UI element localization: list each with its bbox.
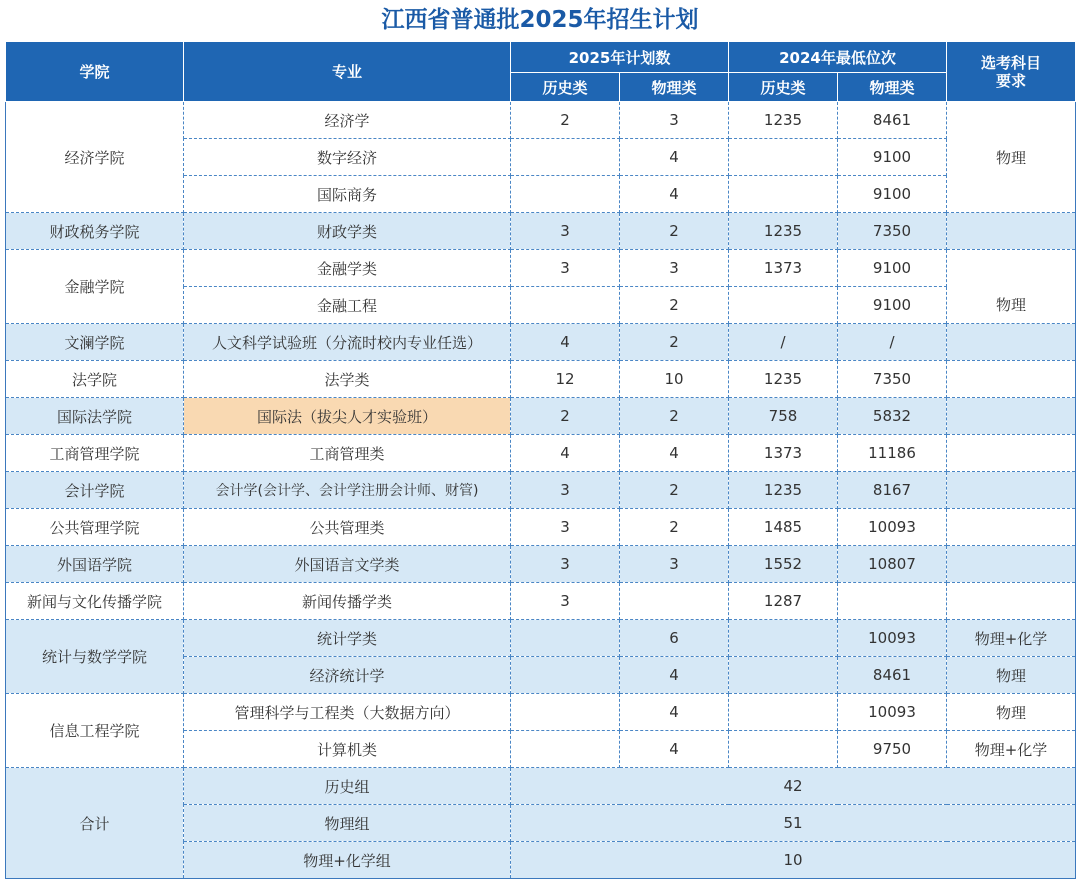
college-cell: 信息工程学院	[6, 694, 184, 768]
subject-requirement-cell	[947, 398, 1076, 435]
plan-history-cell: 3	[511, 472, 620, 509]
major-cell-highlighted: 国际法（拔尖人才实验班）	[184, 398, 511, 435]
rank-history-cell: 1287	[729, 583, 838, 620]
table-row	[6, 694, 1076, 731]
college-cell: 法学院	[6, 361, 184, 398]
plan-physics-cell: 3	[620, 250, 729, 287]
rank-physics-cell: 9100	[838, 250, 947, 287]
table-row	[6, 546, 1076, 583]
major-cell: 外国语言文学类	[184, 546, 511, 583]
rank-physics-cell: 8167	[838, 472, 947, 509]
total-row	[6, 768, 1076, 805]
rank-physics-cell: /	[838, 324, 947, 361]
header-plan-history: 历史类	[511, 73, 620, 102]
plan-history-cell: 4	[511, 435, 620, 472]
plan-history-cell	[511, 731, 620, 768]
major-cell: 金融工程	[184, 287, 511, 324]
total-group-value: 42	[511, 768, 1076, 805]
college-cell: 新闻与文化传播学院	[6, 583, 184, 620]
plan-physics-cell: 4	[620, 435, 729, 472]
plan-history-cell: 2	[511, 102, 620, 139]
table-row	[6, 435, 1076, 472]
rank-history-cell: 758	[729, 398, 838, 435]
total-label-cell: 合计	[6, 768, 184, 879]
plan-physics-cell: 3	[620, 546, 729, 583]
rank-physics-cell: 11186	[838, 435, 947, 472]
table-row	[6, 509, 1076, 546]
plan-history-cell	[511, 139, 620, 176]
rank-history-cell: 1235	[729, 472, 838, 509]
plan-physics-cell: 2	[620, 324, 729, 361]
header-rank-physics: 物理类	[838, 73, 947, 102]
subject-requirement-cell: 物理	[947, 250, 1076, 324]
major-cell: 计算机类	[184, 731, 511, 768]
rank-history-cell: 1552	[729, 546, 838, 583]
table-row	[6, 583, 1076, 620]
college-cell: 工商管理学院	[6, 435, 184, 472]
header-college: 学院	[6, 42, 184, 102]
rank-history-cell: 1235	[729, 361, 838, 398]
major-cell: 会计学(会计学、会计学注册会计师、财管)	[184, 472, 511, 509]
college-cell: 会计学院	[6, 472, 184, 509]
rank-physics-cell: 5832	[838, 398, 947, 435]
subject-requirement-cell	[947, 435, 1076, 472]
college-cell: 经济学院	[6, 102, 184, 213]
total-group-name: 历史组	[184, 768, 511, 805]
header-major: 专业	[184, 42, 511, 102]
subject-requirement-cell: 物理	[947, 657, 1076, 694]
table-row	[6, 102, 1076, 139]
rank-physics-cell	[838, 583, 947, 620]
table-row	[6, 620, 1076, 657]
table-row	[6, 361, 1076, 398]
page-title: 江西省普通批2025年招生计划	[381, 7, 699, 33]
plan-history-cell: 2	[511, 398, 620, 435]
plan-history-cell	[511, 620, 620, 657]
plan-physics-cell	[620, 583, 729, 620]
rank-physics-cell: 7350	[838, 361, 947, 398]
plan-physics-cell: 4	[620, 731, 729, 768]
plan-physics-cell: 3	[620, 102, 729, 139]
major-cell: 法学类	[184, 361, 511, 398]
subject-requirement-cell: 物理	[947, 694, 1076, 731]
major-cell: 统计学类	[184, 620, 511, 657]
rank-history-cell	[729, 731, 838, 768]
rank-physics-cell: 9100	[838, 139, 947, 176]
plan-physics-cell: 6	[620, 620, 729, 657]
plan-history-cell: 3	[511, 250, 620, 287]
subject-requirement-cell	[947, 509, 1076, 546]
rank-history-cell	[729, 657, 838, 694]
college-cell: 国际法学院	[6, 398, 184, 435]
total-group-value: 51	[511, 805, 1076, 842]
college-cell: 统计与数学学院	[6, 620, 184, 694]
major-cell: 经济统计学	[184, 657, 511, 694]
plan-history-cell	[511, 694, 620, 731]
plan-history-cell	[511, 287, 620, 324]
plan-physics-cell: 4	[620, 139, 729, 176]
plan-history-cell: 3	[511, 213, 620, 250]
major-cell: 金融学类	[184, 250, 511, 287]
major-cell: 财政学类	[184, 213, 511, 250]
subject-requirement-cell	[947, 213, 1076, 250]
subject-requirement-cell	[947, 583, 1076, 620]
subject-requirement-cell	[947, 361, 1076, 398]
rank-history-cell	[729, 694, 838, 731]
total-group-name: 物理+化学组	[184, 842, 511, 879]
rank-physics-cell: 10093	[838, 509, 947, 546]
plan-history-cell: 3	[511, 509, 620, 546]
plan-history-cell: 12	[511, 361, 620, 398]
rank-history-cell	[729, 139, 838, 176]
plan-physics-cell: 10	[620, 361, 729, 398]
rank-physics-cell: 10093	[838, 694, 947, 731]
plan-physics-cell: 2	[620, 287, 729, 324]
rank-history-cell: 1235	[729, 213, 838, 250]
major-cell: 人文科学试验班（分流时校内专业任选）	[184, 324, 511, 361]
rank-history-cell	[729, 620, 838, 657]
rank-physics-cell: 8461	[838, 102, 947, 139]
subject-requirement-cell: 物理+化学	[947, 731, 1076, 768]
table-row	[6, 324, 1076, 361]
plan-history-cell	[511, 176, 620, 213]
college-cell: 财政税务学院	[6, 213, 184, 250]
rank-physics-cell: 8461	[838, 657, 947, 694]
subject-requirement-cell	[947, 324, 1076, 361]
rank-history-cell: /	[729, 324, 838, 361]
major-cell: 公共管理类	[184, 509, 511, 546]
rank-history-cell	[729, 287, 838, 324]
plan-physics-cell: 2	[620, 398, 729, 435]
major-cell: 管理科学与工程类（大数据方向）	[184, 694, 511, 731]
header-rank-history: 历史类	[729, 73, 838, 102]
header-subject-requirement: 选考科目要求	[947, 42, 1076, 102]
total-group-name: 物理组	[184, 805, 511, 842]
rank-physics-cell: 7350	[838, 213, 947, 250]
plan-history-cell: 4	[511, 324, 620, 361]
major-cell: 国际商务	[184, 176, 511, 213]
plan-history-cell	[511, 657, 620, 694]
subject-requirement-cell	[947, 472, 1076, 509]
plan-history-cell: 3	[511, 583, 620, 620]
college-cell: 外国语学院	[6, 546, 184, 583]
major-cell: 数字经济	[184, 139, 511, 176]
table-row	[6, 213, 1076, 250]
rank-history-cell: 1485	[729, 509, 838, 546]
plan-physics-cell: 4	[620, 176, 729, 213]
rank-physics-cell: 9100	[838, 176, 947, 213]
college-cell: 金融学院	[6, 250, 184, 324]
college-cell: 公共管理学院	[6, 509, 184, 546]
subject-requirement-cell: 物理+化学	[947, 620, 1076, 657]
plan-physics-cell: 2	[620, 509, 729, 546]
major-cell: 经济学	[184, 102, 511, 139]
rank-physics-cell: 9750	[838, 731, 947, 768]
plan-physics-cell: 4	[620, 657, 729, 694]
rank-history-cell: 1373	[729, 250, 838, 287]
header-plan-physics: 物理类	[620, 73, 729, 102]
rank-history-cell: 1235	[729, 102, 838, 139]
major-cell: 新闻传播学类	[184, 583, 511, 620]
subject-requirement-cell	[947, 546, 1076, 583]
enrollment-plan-table	[5, 41, 1076, 879]
table-row	[6, 398, 1076, 435]
rank-physics-cell: 9100	[838, 287, 947, 324]
rank-history-cell	[729, 176, 838, 213]
rank-physics-cell: 10093	[838, 620, 947, 657]
total-group-value: 10	[511, 842, 1076, 879]
major-cell: 工商管理类	[184, 435, 511, 472]
plan-physics-cell: 2	[620, 213, 729, 250]
rank-physics-cell: 10807	[838, 546, 947, 583]
rank-history-cell: 1373	[729, 435, 838, 472]
subject-requirement-cell: 物理	[947, 102, 1076, 213]
college-cell: 文澜学院	[6, 324, 184, 361]
plan-history-cell: 3	[511, 546, 620, 583]
header-min-rank-2024: 2024年最低位次	[729, 42, 947, 73]
table-row	[6, 250, 1076, 287]
plan-physics-cell: 2	[620, 472, 729, 509]
table-row	[6, 472, 1076, 509]
plan-physics-cell: 4	[620, 694, 729, 731]
header-plan-2025: 2025年计划数	[511, 42, 729, 73]
